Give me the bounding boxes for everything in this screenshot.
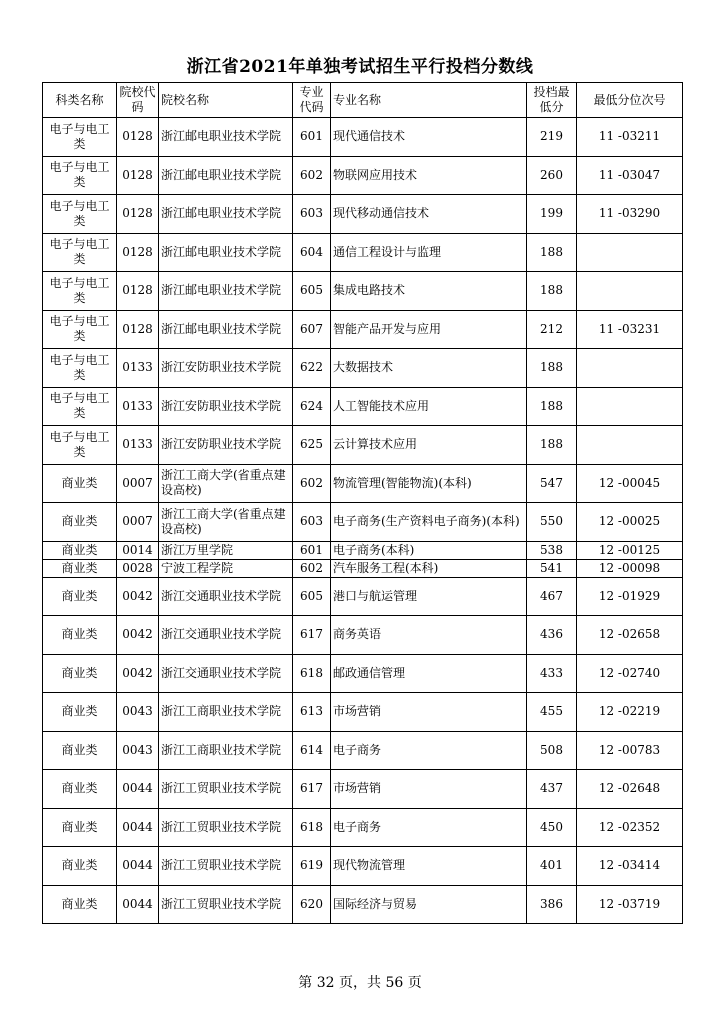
cell-school-code: 0044 [117, 770, 159, 809]
header-school-code: 院校代码 [117, 83, 159, 118]
cell-min-score: 550 [527, 503, 577, 542]
header-min-score: 投档最低分 [527, 83, 577, 118]
cell-category: 电子与电工类 [43, 156, 117, 195]
cell-school-code: 0128 [117, 195, 159, 234]
cell-school-code: 0014 [117, 541, 159, 559]
cell-min-score: 455 [527, 693, 577, 732]
cell-major-name: 国际经济与贸易 [331, 885, 527, 924]
cell-min-rank [577, 426, 683, 465]
cell-major-code: 622 [293, 349, 331, 388]
cell-major-name: 大数据技术 [331, 349, 527, 388]
cell-major-code: 620 [293, 885, 331, 924]
header-min-rank: 最低分位次号 [577, 83, 683, 118]
cell-min-score: 436 [527, 616, 577, 655]
cell-school-name: 浙江工贸职业技术学院 [159, 885, 293, 924]
cell-school-code: 0128 [117, 233, 159, 272]
cell-school-code: 0043 [117, 693, 159, 732]
table-row [43, 885, 683, 924]
table-row [43, 770, 683, 809]
cell-min-score: 467 [527, 577, 577, 616]
cell-major-name: 电子商务(生产资料电子商务)(本科) [331, 503, 527, 542]
cell-school-code: 0133 [117, 387, 159, 426]
cell-school-name: 浙江万里学院 [159, 541, 293, 559]
cell-major-name: 物流管理(智能物流)(本科) [331, 464, 527, 503]
cell-min-score: 219 [527, 118, 577, 157]
header-category: 科类名称 [43, 83, 117, 118]
header-major-name: 专业名称 [331, 83, 527, 118]
cell-major-name: 港口与航运管理 [331, 577, 527, 616]
cell-min-rank [577, 349, 683, 388]
cell-min-score: 188 [527, 233, 577, 272]
cell-min-rank: 12 -03414 [577, 847, 683, 886]
table-row [43, 426, 683, 465]
cell-min-score: 212 [527, 310, 577, 349]
cell-school-code: 0128 [117, 272, 159, 311]
cell-min-score: 188 [527, 272, 577, 311]
cell-category: 商业类 [43, 731, 117, 770]
cell-min-score: 437 [527, 770, 577, 809]
cell-category: 电子与电工类 [43, 233, 117, 272]
table-row [43, 808, 683, 847]
cell-category: 商业类 [43, 808, 117, 847]
table-row [43, 616, 683, 655]
cell-major-name: 现代物流管理 [331, 847, 527, 886]
table-row [43, 693, 683, 732]
cell-school-code: 0044 [117, 885, 159, 924]
cell-min-score: 547 [527, 464, 577, 503]
table-row [43, 272, 683, 311]
cell-major-code: 618 [293, 654, 331, 693]
cell-school-code: 0044 [117, 808, 159, 847]
cell-major-name: 电子商务 [331, 731, 527, 770]
cell-major-name: 集成电路技术 [331, 272, 527, 311]
table-row [43, 349, 683, 388]
cell-category: 商业类 [43, 503, 117, 542]
cell-category: 电子与电工类 [43, 272, 117, 311]
cell-min-rank: 11 -03211 [577, 118, 683, 157]
cell-school-name: 浙江邮电职业技术学院 [159, 272, 293, 311]
cell-major-code: 625 [293, 426, 331, 465]
cell-major-name: 电子商务 [331, 808, 527, 847]
cell-min-rank: 12 -00783 [577, 731, 683, 770]
cell-category: 电子与电工类 [43, 195, 117, 234]
cell-major-code: 604 [293, 233, 331, 272]
table-row [43, 233, 683, 272]
header-school-name: 院校名称 [159, 83, 293, 118]
cell-category: 商业类 [43, 616, 117, 655]
cell-school-name: 浙江邮电职业技术学院 [159, 156, 293, 195]
cell-school-code: 0028 [117, 559, 159, 577]
table-row [43, 559, 683, 577]
cell-major-code: 617 [293, 616, 331, 655]
cell-major-code: 619 [293, 847, 331, 886]
cell-major-code: 605 [293, 272, 331, 311]
cell-school-name: 浙江安防职业技术学院 [159, 349, 293, 388]
cell-school-name: 浙江邮电职业技术学院 [159, 310, 293, 349]
cell-min-rank: 12 -01929 [577, 577, 683, 616]
cell-min-score: 433 [527, 654, 577, 693]
cell-school-name: 浙江安防职业技术学院 [159, 426, 293, 465]
cell-min-rank: 12 -00045 [577, 464, 683, 503]
cell-major-name: 邮政通信管理 [331, 654, 527, 693]
cell-min-rank: 12 -00025 [577, 503, 683, 542]
cell-min-score: 188 [527, 426, 577, 465]
table-row [43, 541, 683, 559]
cell-major-name: 现代移动通信技术 [331, 195, 527, 234]
cell-major-code: 607 [293, 310, 331, 349]
cell-school-name: 浙江工商职业技术学院 [159, 731, 293, 770]
table-row [43, 195, 683, 234]
cell-min-score: 450 [527, 808, 577, 847]
cell-min-rank: 12 -02352 [577, 808, 683, 847]
cell-min-rank: 12 -00125 [577, 541, 683, 559]
cell-major-code: 603 [293, 195, 331, 234]
table-header-row [43, 83, 683, 118]
cell-category: 电子与电工类 [43, 387, 117, 426]
cell-major-name: 物联网应用技术 [331, 156, 527, 195]
cell-school-code: 0128 [117, 156, 159, 195]
cell-min-rank: 12 -00098 [577, 559, 683, 577]
cell-major-code: 602 [293, 559, 331, 577]
cell-category: 电子与电工类 [43, 426, 117, 465]
cell-min-rank [577, 233, 683, 272]
cell-school-name: 浙江交通职业技术学院 [159, 577, 293, 616]
cell-school-code: 0007 [117, 464, 159, 503]
cell-school-code: 0042 [117, 616, 159, 655]
page-title: 浙江省2021年单独考试招生平行投档分数线 [186, 57, 534, 77]
cell-school-name: 浙江邮电职业技术学院 [159, 118, 293, 157]
cell-school-name: 浙江邮电职业技术学院 [159, 195, 293, 234]
cell-major-code: 602 [293, 156, 331, 195]
cell-category: 商业类 [43, 693, 117, 732]
cell-min-score: 401 [527, 847, 577, 886]
cell-school-code: 0007 [117, 503, 159, 542]
cell-major-code: 613 [293, 693, 331, 732]
cell-school-code: 0128 [117, 118, 159, 157]
cell-min-rank: 11 -03047 [577, 156, 683, 195]
cell-major-name: 通信工程设计与监理 [331, 233, 527, 272]
cell-min-score: 508 [527, 731, 577, 770]
cell-min-rank [577, 272, 683, 311]
page-footer: 第 32 页，共 56 页 [298, 975, 422, 991]
cell-category: 商业类 [43, 847, 117, 886]
cell-min-score: 188 [527, 349, 577, 388]
cell-category: 商业类 [43, 577, 117, 616]
cell-school-name: 浙江工贸职业技术学院 [159, 770, 293, 809]
cell-min-score: 260 [527, 156, 577, 195]
cell-school-name: 浙江交通职业技术学院 [159, 616, 293, 655]
cell-major-name: 市场营销 [331, 693, 527, 732]
table-row [43, 731, 683, 770]
cell-school-name: 浙江邮电职业技术学院 [159, 233, 293, 272]
cell-school-code: 0043 [117, 731, 159, 770]
cell-school-code: 0133 [117, 426, 159, 465]
table-row [43, 387, 683, 426]
cell-min-rank: 12 -02658 [577, 616, 683, 655]
cell-category: 商业类 [43, 559, 117, 577]
cell-major-name: 市场营销 [331, 770, 527, 809]
cell-major-name: 云计算技术应用 [331, 426, 527, 465]
table-row [43, 654, 683, 693]
cell-min-score: 541 [527, 559, 577, 577]
cell-school-code: 0044 [117, 847, 159, 886]
cell-school-code: 0128 [117, 310, 159, 349]
cell-min-rank: 11 -03290 [577, 195, 683, 234]
cell-major-code: 601 [293, 541, 331, 559]
cell-major-code: 617 [293, 770, 331, 809]
table-row [43, 118, 683, 157]
cell-school-code: 0042 [117, 654, 159, 693]
cell-min-rank: 12 -02740 [577, 654, 683, 693]
cell-school-name: 宁波工程学院 [159, 559, 293, 577]
cell-major-name: 汽车服务工程(本科) [331, 559, 527, 577]
table-row [43, 310, 683, 349]
cell-major-name: 人工智能技术应用 [331, 387, 527, 426]
cell-major-name: 商务英语 [331, 616, 527, 655]
cell-school-name: 浙江工贸职业技术学院 [159, 808, 293, 847]
cell-major-code: 601 [293, 118, 331, 157]
header-major-code: 专业代码 [293, 83, 331, 118]
cell-school-name: 浙江工商职业技术学院 [159, 693, 293, 732]
admission-score-table [42, 82, 683, 924]
table-row [43, 464, 683, 503]
cell-school-code: 0133 [117, 349, 159, 388]
cell-category: 商业类 [43, 770, 117, 809]
cell-category: 电子与电工类 [43, 349, 117, 388]
cell-category: 商业类 [43, 541, 117, 559]
cell-min-rank: 12 -02648 [577, 770, 683, 809]
cell-major-code: 603 [293, 503, 331, 542]
cell-school-name: 浙江交通职业技术学院 [159, 654, 293, 693]
cell-min-score: 538 [527, 541, 577, 559]
cell-major-name: 电子商务(本科) [331, 541, 527, 559]
cell-school-name: 浙江工商大学(省重点建设高校) [159, 464, 293, 503]
cell-major-code: 605 [293, 577, 331, 616]
cell-school-name: 浙江工贸职业技术学院 [159, 847, 293, 886]
cell-category: 商业类 [43, 654, 117, 693]
cell-major-code: 614 [293, 731, 331, 770]
cell-major-name: 智能产品开发与应用 [331, 310, 527, 349]
cell-school-code: 0042 [117, 577, 159, 616]
cell-min-rank: 11 -03231 [577, 310, 683, 349]
cell-min-score: 386 [527, 885, 577, 924]
cell-major-code: 618 [293, 808, 331, 847]
cell-min-rank: 12 -03719 [577, 885, 683, 924]
table-row [43, 503, 683, 542]
cell-school-name: 浙江工商大学(省重点建设高校) [159, 503, 293, 542]
table-row [43, 156, 683, 195]
cell-category: 电子与电工类 [43, 310, 117, 349]
cell-category: 商业类 [43, 464, 117, 503]
cell-major-code: 602 [293, 464, 331, 503]
table-row [43, 847, 683, 886]
cell-category: 商业类 [43, 885, 117, 924]
table-row [43, 577, 683, 616]
cell-min-score: 188 [527, 387, 577, 426]
cell-major-name: 现代通信技术 [331, 118, 527, 157]
cell-min-rank [577, 387, 683, 426]
cell-min-rank: 12 -02219 [577, 693, 683, 732]
cell-category: 电子与电工类 [43, 118, 117, 157]
cell-min-score: 199 [527, 195, 577, 234]
cell-major-code: 624 [293, 387, 331, 426]
cell-school-name: 浙江安防职业技术学院 [159, 387, 293, 426]
